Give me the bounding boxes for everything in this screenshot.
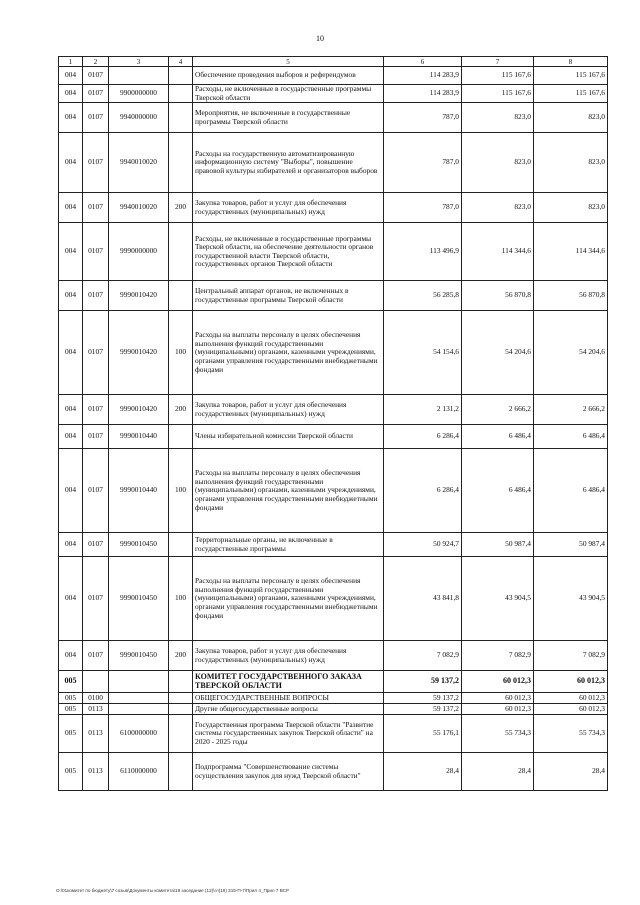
table-row [59,193,608,223]
item-description: Расходы на выплаты персоналу в целях обеспечения выполнения функций государственными (муниципальными) органами, казенными учреждениями, органами управления государственными внебюджетными фондами [193,449,384,533]
table-row [59,395,608,425]
section-code [83,671,109,693]
ministry-code: 005 [59,693,83,704]
expense-type-code: 100 [169,557,193,641]
section-code: 0107 [83,223,109,281]
ministry-code: 004 [59,85,83,103]
ministry-code: 004 [59,103,83,133]
table-row [59,67,608,85]
amount-col-8: 2 666,2 [534,395,608,425]
column-number-2: 2 [83,57,109,67]
target-article-code: 9990010420 [109,311,169,395]
section-code: 0107 [83,103,109,133]
table-row [59,85,608,103]
table-row [59,704,608,715]
amount-col-7: 28,4 [462,753,534,791]
amount-col-6: 114 283,9 [384,67,462,85]
table-row [59,671,608,693]
item-description: ОБЩЕГОСУДАРСТВЕННЫЕ ВОПРОСЫ [193,693,384,704]
amount-col-8: 55 734,3 [534,715,608,753]
amount-col-6: 114 283,9 [384,85,462,103]
section-code: 0107 [83,281,109,311]
ministry-code: 005 [59,671,83,693]
item-description: Обеспечение проведения выборов и референдумов [193,67,384,85]
amount-col-7: 823,0 [462,103,534,133]
table-row [59,311,608,395]
column-number-3: 3 [109,57,169,67]
column-number-6: 6 [384,57,462,67]
ministry-code: 004 [59,133,83,193]
column-number-7: 7 [462,57,534,67]
amount-col-6: 113 496,9 [384,223,462,281]
amount-col-7: 60 012,3 [462,693,534,704]
ministry-code: 004 [59,67,83,85]
target-article-code: 9900000000 [109,85,169,103]
ministry-code: 004 [59,281,83,311]
ministry-code: 004 [59,557,83,641]
section-code: 0107 [83,67,109,85]
section-code: 0107 [83,311,109,395]
table-row [59,641,608,671]
section-code: 0113 [83,704,109,715]
expense-type-code [169,753,193,791]
expense-type-code [169,671,193,693]
expense-type-code [169,223,193,281]
target-article-code [109,671,169,693]
ministry-code: 004 [59,311,83,395]
expense-type-code [169,133,193,193]
item-description: Мероприятия, не включенные в государственные программы Тверской области [193,103,384,133]
table-row [59,693,608,704]
target-article-code: 6110000000 [109,753,169,791]
table-row [59,533,608,557]
section-code: 0107 [83,85,109,103]
amount-col-8: 115 167,6 [534,67,608,85]
amount-col-6: 787,0 [384,133,462,193]
amount-col-8: 823,0 [534,133,608,193]
section-code: 0100 [83,693,109,704]
amount-col-7: 6 486,4 [462,449,534,533]
amount-col-7: 54 204,6 [462,311,534,395]
item-description: Закупка товаров, работ и услуг для обеспечения государственных (муниципальных) нужд [193,395,384,425]
target-article-code [109,693,169,704]
section-code: 0113 [83,715,109,753]
ministry-code: 005 [59,704,83,715]
item-description: Расходы, не включенные в государственные программы Тверской области, на обеспечение деятельности органов государственной власти Тверской области, государственных органов Тверской области [193,223,384,281]
ministry-code: 004 [59,395,83,425]
amount-col-8: 60 012,3 [534,671,608,693]
item-description: Центральный аппарат органов, не включенных в государственные программы Тверской области [193,281,384,311]
expense-type-code [169,704,193,715]
amount-col-6: 43 841,8 [384,557,462,641]
target-article-code: 9990010450 [109,557,169,641]
section-code: 0107 [83,133,109,193]
amount-col-8: 60 012,3 [534,704,608,715]
amount-col-8: 7 082,9 [534,641,608,671]
expense-type-code: 100 [169,311,193,395]
amount-col-8: 115 167,6 [534,85,608,103]
column-number-8: 8 [534,57,608,67]
amount-col-8: 50 987,4 [534,533,608,557]
amount-col-7: 114 344,6 [462,223,534,281]
amount-col-7: 6 486,4 [462,425,534,449]
expense-type-code: 100 [169,449,193,533]
section-code: 0107 [83,641,109,671]
item-description: Расходы на государственную автоматизированную информационную систему "Выборы", повышение правовой культуры избирателей и организаторов выборов [193,133,384,193]
section-code: 0107 [83,193,109,223]
amount-col-7: 823,0 [462,193,534,223]
amount-col-8: 823,0 [534,193,608,223]
amount-col-7: 60 012,3 [462,671,534,693]
amount-col-7: 115 167,6 [462,67,534,85]
expense-type-code [169,425,193,449]
ministry-code: 004 [59,449,83,533]
amount-col-8: 6 486,4 [534,449,608,533]
expense-type-code [169,715,193,753]
amount-col-6: 56 285,8 [384,281,462,311]
item-description: Закупка товаров, работ и услуг для обеспечения государственных (муниципальных) нужд [193,193,384,223]
amount-col-8: 114 344,6 [534,223,608,281]
amount-col-7: 50 987,4 [462,533,534,557]
table-row [59,103,608,133]
target-article-code: 9990010440 [109,425,169,449]
section-code: 0107 [83,449,109,533]
amount-col-7: 43 904,5 [462,557,534,641]
amount-col-7: 2 666,2 [462,395,534,425]
table-row [59,425,608,449]
column-number-header [59,57,608,67]
amount-col-6: 2 131,2 [384,395,462,425]
amount-col-6: 59 137,2 [384,693,462,704]
ministry-code: 004 [59,533,83,557]
amount-col-7: 55 734,3 [462,715,534,753]
amount-col-7: 60 012,3 [462,704,534,715]
target-article-code: 9990010450 [109,641,169,671]
ministry-code: 005 [59,753,83,791]
item-description: Расходы на выплаты персоналу в целях обеспечения выполнения функций государственными (муниципальными) органами, казенными учреждениями, органами управления государственными внебюджетными фондами [193,311,384,395]
item-description: Другие общегосударственные вопросы [193,704,384,715]
expense-type-code [169,103,193,133]
amount-col-7: 115 167,6 [462,85,534,103]
amount-col-6: 6 286,4 [384,449,462,533]
target-article-code: 6100000000 [109,715,169,753]
ministry-code: 004 [59,425,83,449]
ministry-code: 004 [59,641,83,671]
file-path-footer: О:\01комитет по бюджету\7 созыв\Документы комитета\19 заседание (12)\гл(19) 315-П-7\Прил 4_Прил 7 ВСР [56,888,289,893]
expense-type-code: 200 [169,641,193,671]
target-article-code: 9940010020 [109,133,169,193]
amount-col-7: 823,0 [462,133,534,193]
table-row [59,281,608,311]
expense-type-code: 200 [169,193,193,223]
table-row [59,715,608,753]
amount-col-6: 54 154,6 [384,311,462,395]
target-article-code: 9990010440 [109,449,169,533]
column-number-1: 1 [59,57,83,67]
ministry-code: 005 [59,715,83,753]
item-description: Члены избирательной комиссии Тверской области [193,425,384,449]
item-description: Подпрограмма "Совершенствование системы осуществления закупок для нужд Тверской области" [193,753,384,791]
amount-col-6: 6 286,4 [384,425,462,449]
target-article-code: 9990010420 [109,395,169,425]
target-article-code: 9940000000 [109,103,169,133]
page-number: 10 [316,34,324,43]
amount-col-6: 55 176,1 [384,715,462,753]
target-article-code [109,704,169,715]
amount-col-6: 50 924,7 [384,533,462,557]
amount-col-6: 787,0 [384,103,462,133]
expense-type-code [169,281,193,311]
expense-type-code [169,67,193,85]
table-row [59,449,608,533]
item-description: Расходы на выплаты персоналу в целях обеспечения выполнения функций государственными (муниципальными) органами, казенными учреждениями, органами управления государственными внебюджетными фондами [193,557,384,641]
expense-type-code [169,533,193,557]
amount-col-8: 56 870,8 [534,281,608,311]
ministry-code: 004 [59,193,83,223]
amount-col-7: 56 870,8 [462,281,534,311]
amount-col-7: 7 082,9 [462,641,534,671]
amount-col-8: 43 904,5 [534,557,608,641]
amount-col-8: 823,0 [534,103,608,133]
item-description: КОМИТЕТ ГОСУДАРСТВЕННОГО ЗАКАЗА ТВЕРСКОЙ ОБЛАСТИ [193,671,384,693]
column-number-5: 5 [193,57,384,67]
expense-type-code [169,693,193,704]
item-description: Территориальные органы, не включенные в государственные программы [193,533,384,557]
target-article-code [109,67,169,85]
item-description: Государственная программа Тверской области "Развитие системы государственных закупок Тверской области" на 2020 - 2025 годы [193,715,384,753]
amount-col-6: 7 082,9 [384,641,462,671]
amount-col-6: 28,4 [384,753,462,791]
table-row [59,753,608,791]
amount-col-8: 54 204,6 [534,311,608,395]
amount-col-8: 6 486,4 [534,425,608,449]
amount-col-8: 28,4 [534,753,608,791]
section-code: 0107 [83,557,109,641]
section-code: 0113 [83,753,109,791]
ministry-code: 004 [59,223,83,281]
expense-type-code: 200 [169,395,193,425]
target-article-code: 9940010020 [109,193,169,223]
target-article-code: 9990010420 [109,281,169,311]
table-row [59,557,608,641]
budget-table [58,56,608,791]
item-description: Расходы, не включенные в государственные программы Тверской области [193,85,384,103]
amount-col-6: 59 137,2 [384,704,462,715]
amount-col-6: 59 137,2 [384,671,462,693]
section-code: 0107 [83,425,109,449]
amount-col-6: 787,0 [384,193,462,223]
target-article-code: 9990010450 [109,533,169,557]
section-code: 0107 [83,533,109,557]
column-number-4: 4 [169,57,193,67]
table-row [59,223,608,281]
item-description: Закупка товаров, работ и услуг для обеспечения государственных (муниципальных) нужд [193,641,384,671]
section-code: 0107 [83,395,109,425]
amount-col-8: 60 012,3 [534,693,608,704]
expense-type-code [169,85,193,103]
table-row [59,133,608,193]
target-article-code: 9990000000 [109,223,169,281]
